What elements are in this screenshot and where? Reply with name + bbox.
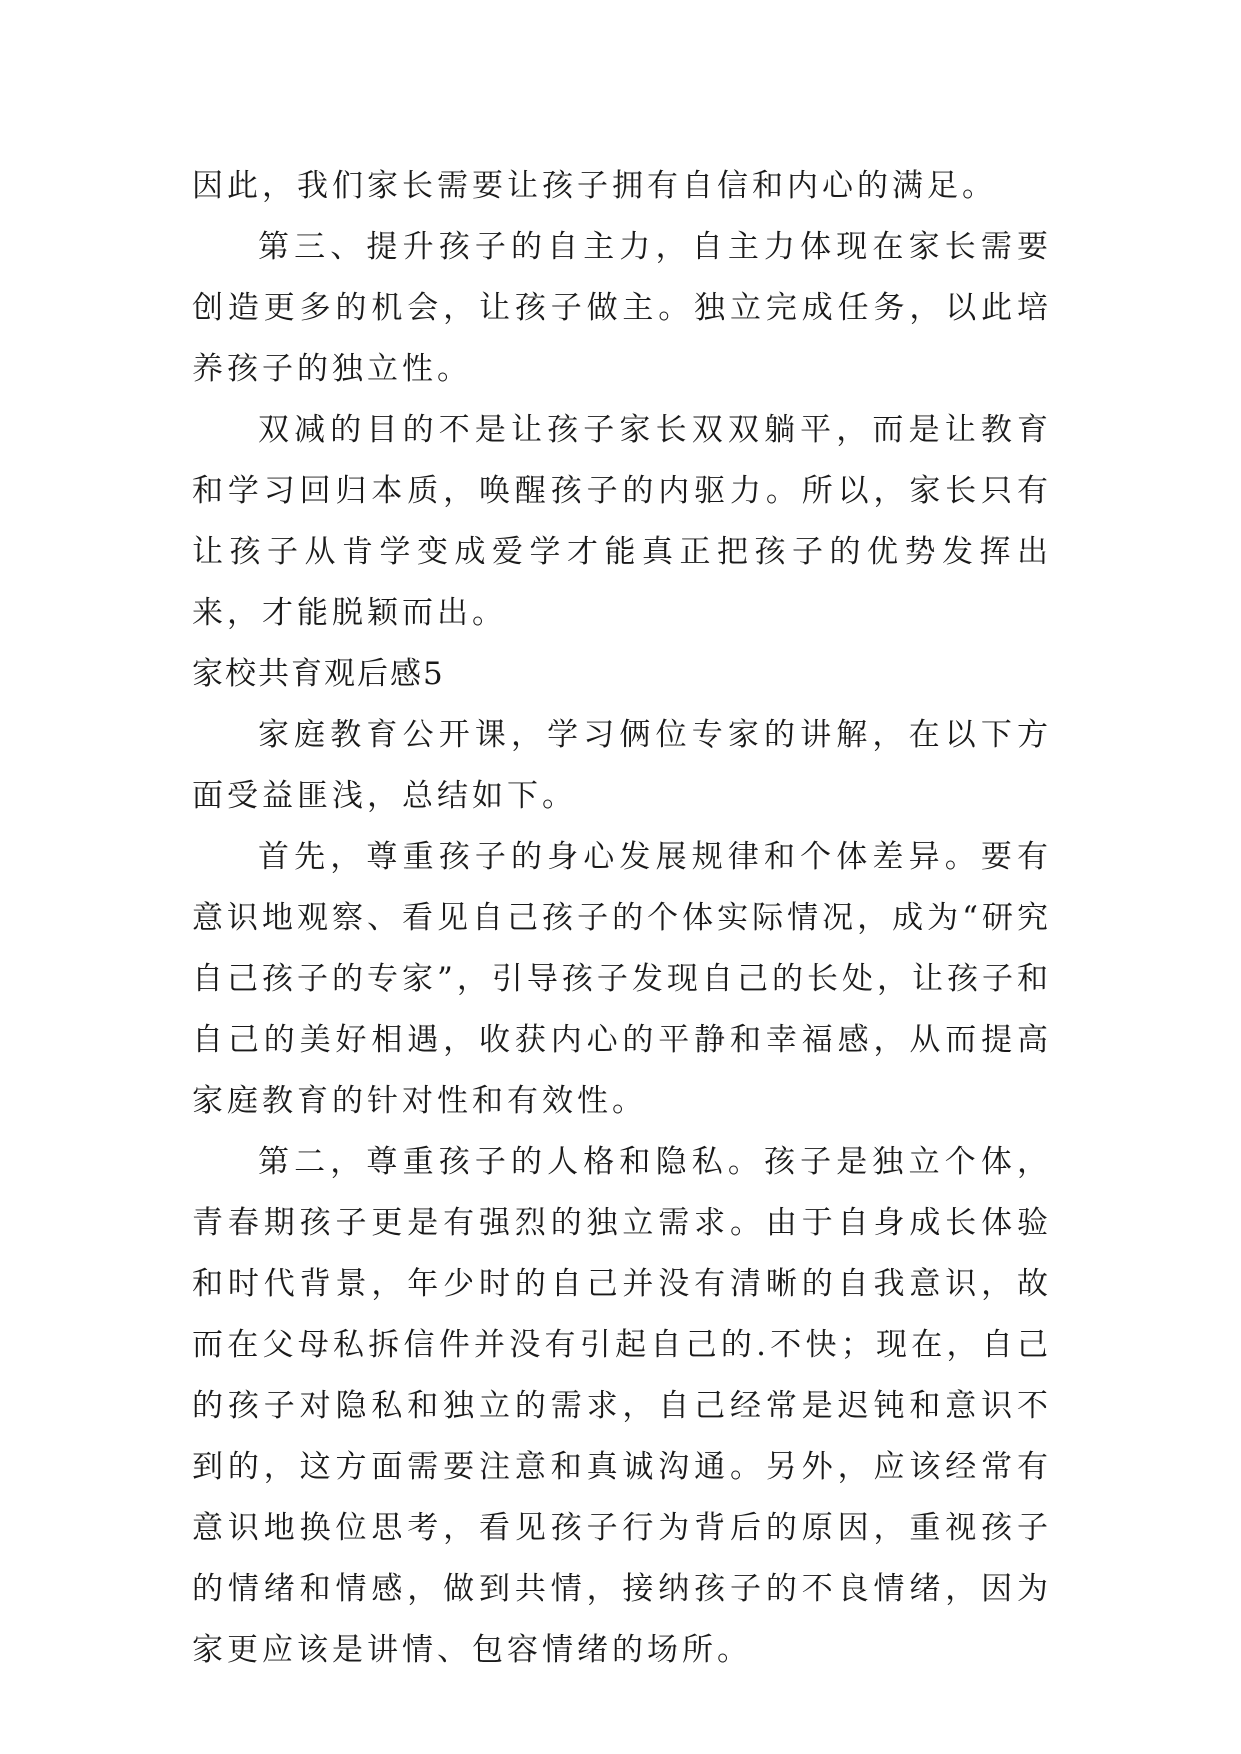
paragraph-confidence: 因此，我们家长需要让孩子拥有自信和内心的满足。 xyxy=(192,168,997,204)
section-heading: 家校共育观后感5 xyxy=(192,656,445,692)
paragraph-second-point: 第二，尊重孩子的人格和隐私。孩子是独立个体，青春期孩子更是有强烈的独立需求。由于自身成长体验和时代背景，年少时的自己并没有清晰的自我意识，故而在父母私拆信件并没有引起自己的.不快；现在，自己的孩子对隐私和独立的需求，自己经常是迟钝和意识不到的，这方面需要注意和真诚沟通。另外，应该经常有意识地换位思考，看见孩子行为背后的原因，重视孩子的情绪和情感，做到共情，接纳孩子的不良情绪，因为家更应该是讲情、包容情绪的场所。 xyxy=(192,1144,1052,1668)
paragraph-autonomy: 第三、提升孩子的自主力，自主力体现在家长需要创造更多的机会，让孩子做主。独立完成任务，以此培养孩子的独立性。 xyxy=(192,229,1052,387)
paragraph-intro: 家庭教育公开课，学习俩位专家的讲解，在以下方面受益匪浅，总结如下。 xyxy=(192,717,1052,814)
paragraph-double-reduction: 双减的目的不是让孩子家长双双躺平，而是让教育和学习回归本质，唤醒孩子的内驱力。所以，家长只有让孩子从肯学变成爱学才能真正把孩子的优势发挥出来，才能脱颖而出。 xyxy=(192,412,1052,631)
paragraph-first-point: 首先，尊重孩子的身心发展规律和个体差异。要有意识地观察、看见自己孩子的个体实际情况，成为“研究自己孩子的专家”，引导孩子发现自己的长处，让孩子和自己的美好相遇，收获内心的平静和幸福感，从而提高家庭教育的针对性和有效性。 xyxy=(192,839,1052,1119)
document-page xyxy=(192,156,1052,1681)
